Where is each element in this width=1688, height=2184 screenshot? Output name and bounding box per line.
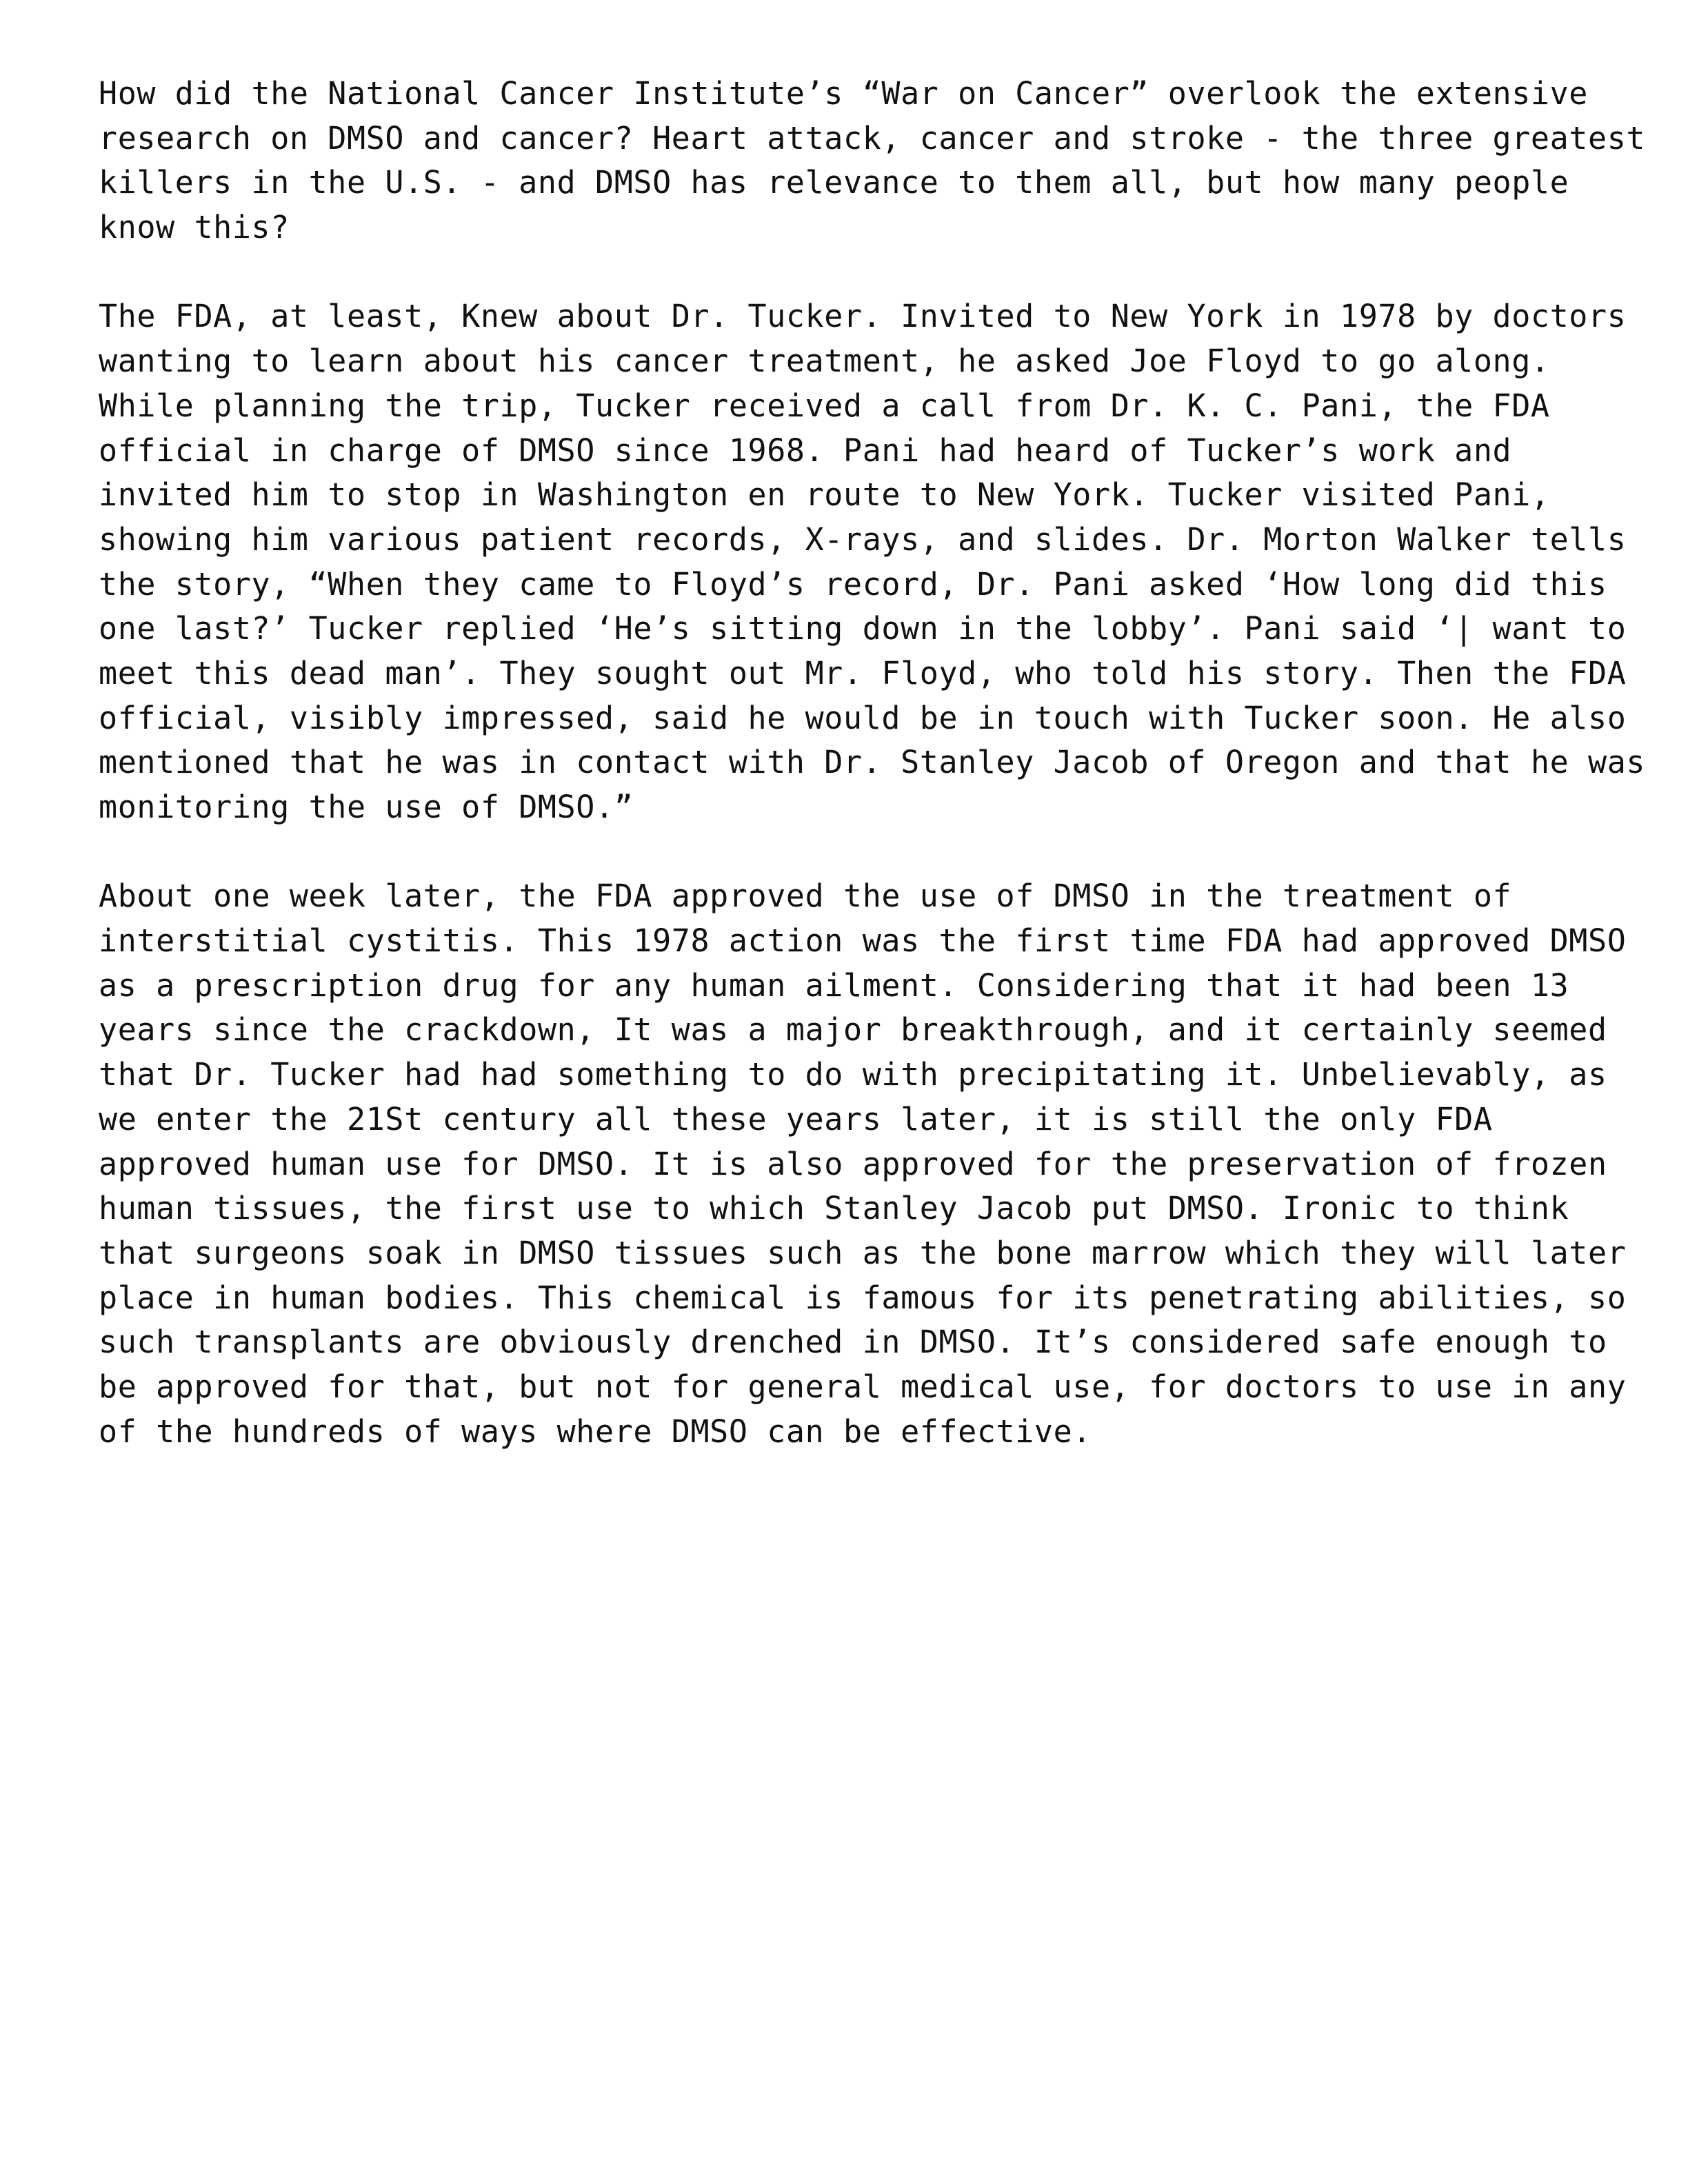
text-line: killers in the U.S. - and DMSO has relevance to them all, but how many people xyxy=(99,164,1569,201)
text-line: years since the crackdown, It was a major breakthrough, and it certainly seemed xyxy=(99,1011,1607,1049)
text-line: be approved for that, but not for general medical use, for doctors to use in any xyxy=(99,1368,1627,1405)
text-line: as a prescription drug for any human ailment. Considering that it had been 13 xyxy=(99,967,1569,1004)
text-line: know this? xyxy=(99,209,290,246)
text-line: interstitial cystitis. This 1978 action was the first time FDA had approved DMSO xyxy=(99,922,1627,960)
text-line: the story, “When they came to Floyd’s record, Dr. Pani asked ‘How long did this xyxy=(99,565,1607,603)
text-line: About one week later, the FDA approved the use of DMSO in the treatment of xyxy=(99,878,1512,915)
text-line: research on DMSO and cancer? Heart attack, cancer and stroke - the three greatest xyxy=(99,119,1646,156)
text-line: one last?’ Tucker replied ‘He’s sitting down in the lobby’. Pani said ‘| want to xyxy=(99,610,1627,647)
text-line: wanting to learn about his cancer treatment, he asked Joe Floyd to go along. xyxy=(99,343,1550,380)
paragraph-2 xyxy=(99,294,1646,829)
text-line: While planning the trip, Tucker received a call from Dr. K. C. Pani, the FDA xyxy=(99,387,1550,424)
text-line: that Dr. Tucker had had something to do with precipitating it. Unbelievably, as xyxy=(99,1056,1607,1093)
text-line: How did the National Cancer Institute’s “War on Cancer” overlook the extensive xyxy=(99,75,1588,112)
text-line: The FDA, at least, Knew about Dr. Tucker. Invited to New York in 1978 by doctors xyxy=(99,298,1627,335)
text-line: such transplants are obviously drenched in DMSO. It’s considered safe enough to xyxy=(99,1324,1607,1361)
text-line: place in human bodies. This chemical is famous for its penetrating abilities, so xyxy=(99,1279,1627,1316)
document-body xyxy=(99,72,1646,1499)
text-line: we enter the 21St century all these years later, it is still the only FDA xyxy=(99,1100,1493,1138)
text-line: meet this dead man’. They sought out Mr. Floyd, who told his story. Then the FDA xyxy=(99,654,1627,691)
text-line: human tissues, the first use to which Stanley Jacob put DMSO. Ironic to think xyxy=(99,1190,1569,1227)
text-line: mentioned that he was in contact with Dr. Stanley Jacob of Oregon and that he was xyxy=(99,744,1646,781)
text-line: invited him to stop in Washington en route to New York. Tucker visited Pani, xyxy=(99,476,1550,514)
paragraph-1 xyxy=(99,72,1646,250)
text-line: official, visibly impressed, said he would be in touch with Tucker soon. He also xyxy=(99,699,1627,736)
text-line: approved human use for DMSO. It is also approved for the preservation of frozen xyxy=(99,1145,1607,1182)
text-line: showing him various patient records, X-rays, and slides. Dr. Morton Walker tells xyxy=(99,520,1627,558)
text-line: monitoring the use of DMSO.” xyxy=(99,789,634,825)
text-line: of the hundreds of ways where DMSO can be effective. xyxy=(99,1413,1092,1450)
paragraph-3 xyxy=(99,874,1627,1454)
text-line: that surgeons soak in DMSO tissues such as the bone marrow which they will later xyxy=(99,1234,1627,1271)
text-line: official in charge of DMSO since 1968. Pani had heard of Tucker’s work and xyxy=(99,432,1512,469)
